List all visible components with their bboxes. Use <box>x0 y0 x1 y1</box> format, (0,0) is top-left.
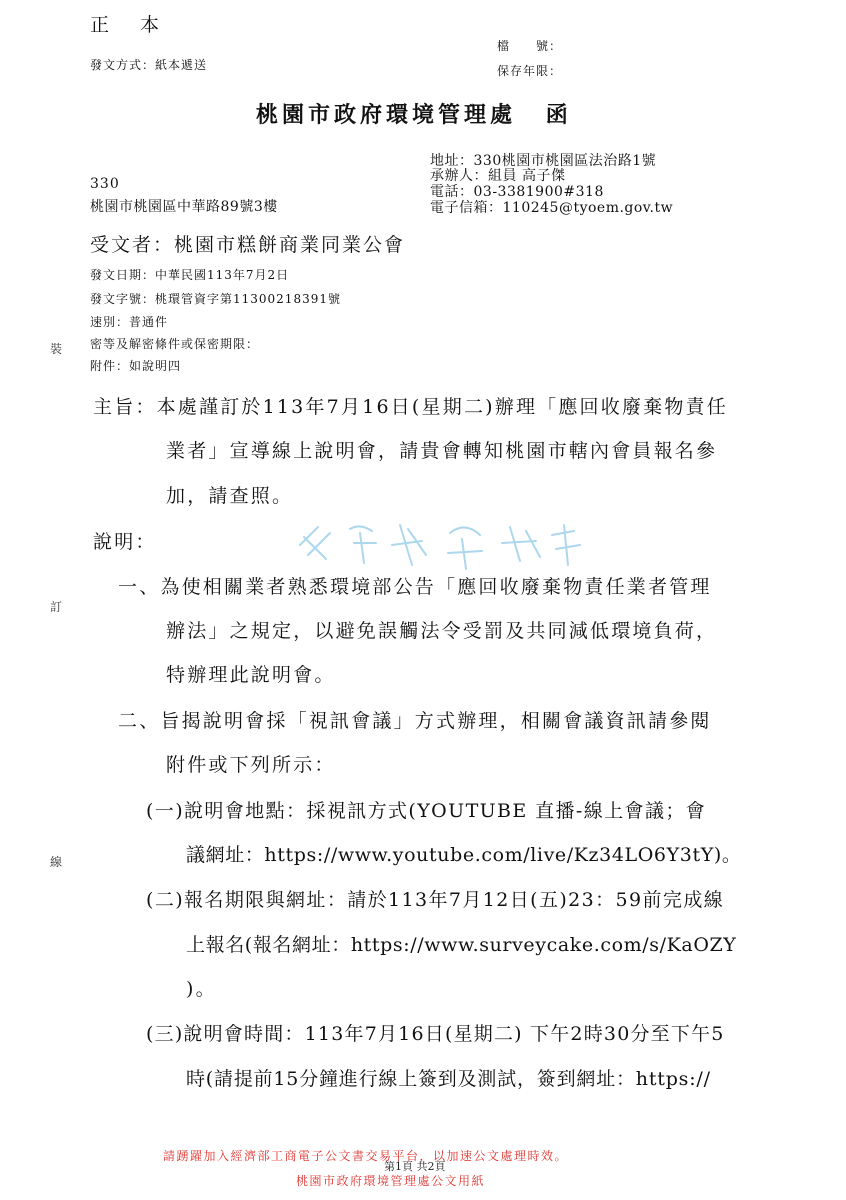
speed-class: 速別：普通件 <box>90 315 169 329</box>
issuing-org: 桃園市政府環境管理處 <box>256 102 517 128</box>
recipient-address: 桃園市桃園區中華路89號3樓 <box>90 199 278 215</box>
subject-line-2: 業者」宣導線上說明會，請貴會轉知桃園市轄內會員報名參 <box>166 440 718 462</box>
item1-line-1: 一、為使相關業者熟悉環境部公告「應回收廢棄物責任業者管理 <box>118 576 712 598</box>
item1-line-3: 特辦理此說明會。 <box>166 664 336 686</box>
sub3-line-1: (三)說明會時間：113年7月16日(星期二) 下午2時30分至下午5 <box>146 1023 725 1045</box>
sender-phone: 電話：03-3381900#318 <box>430 184 604 200</box>
footer-notice: 請踴躍加入經濟部工商電子公文書交易平台，以加速公文處理時效。 <box>163 1149 569 1163</box>
sub2-line-3: )。 <box>186 978 217 1000</box>
binding-mark-ding: 訂 <box>50 600 63 614</box>
document-number: 發文字號：桃環管資字第11300218391號 <box>90 292 341 306</box>
document-type: 函 <box>545 102 572 128</box>
sub2-line-1: (二)報名期限與網址：請於113年7月12日(五)23：59前完成線 <box>146 889 725 911</box>
send-method: 發文方式：紙本遞送 <box>90 58 208 72</box>
item2-line-2: 附件或下列所示： <box>166 754 336 776</box>
sender-address: 地址：330桃園市桃園區法治路1號 <box>430 153 657 169</box>
sub2-line-2: 上報名(報名網址：https://www.surveycake.com/s/KaOZY <box>186 934 737 956</box>
recipient: 受文者：桃園市糕餅商業同業公會 <box>90 234 406 256</box>
item2-line-1: 二、旨揭說明會採「視訊會議」方式辦理，相關會議資訊請參閱 <box>118 710 712 732</box>
copy-type: 正 本 <box>90 14 166 36</box>
subject-line-1: 主旨：本處謹訂於113年7月16日(星期二)辦理「應回收廢棄物責任 <box>93 396 728 418</box>
page-number: 第1頁 共2頁 <box>384 1160 446 1173</box>
explanation-heading: 說明： <box>93 531 157 553</box>
binding-mark-xian: 線 <box>50 855 63 869</box>
subject-line-3: 加，請查照。 <box>166 485 294 507</box>
file-number: 檔 號： <box>497 39 563 53</box>
attachment: 附件：如說明四 <box>90 359 182 373</box>
sub3-line-2: 時(請提前15分鐘進行線上簽到及測試，簽到網址：https:// <box>186 1068 711 1090</box>
sub1-line-2: 議網址：https://www.youtube.com/live/Kz34LO6Y3tY)。 <box>186 844 742 866</box>
sub1-line-1: (一)說明會地點：採視訊方式(YOUTUBE 直播-線上會議；會 <box>146 800 707 822</box>
sender-contact: 承辦人：組員 高子傑 <box>430 168 566 184</box>
document-title <box>256 98 572 129</box>
faint-seal-stamp <box>290 515 590 575</box>
sender-email: 電子信箱：110245@tyoem.gov.tw <box>430 200 674 216</box>
issue-date: 發文日期：中華民國113年7月2日 <box>90 268 290 282</box>
item1-line-2: 辦法」之規定，以避免誤觸法令受罰及共同減低環境負荷， <box>166 620 718 642</box>
recipient-zip: 330 <box>90 176 120 192</box>
security-level: 密等及解密條件或保密期限： <box>90 337 260 351</box>
binding-mark-zhuang: 裝 <box>50 342 63 356</box>
retention-period: 保存年限： <box>497 64 563 78</box>
official-paper-label: 桃園市政府環境管理處公文用紙 <box>296 1174 486 1188</box>
